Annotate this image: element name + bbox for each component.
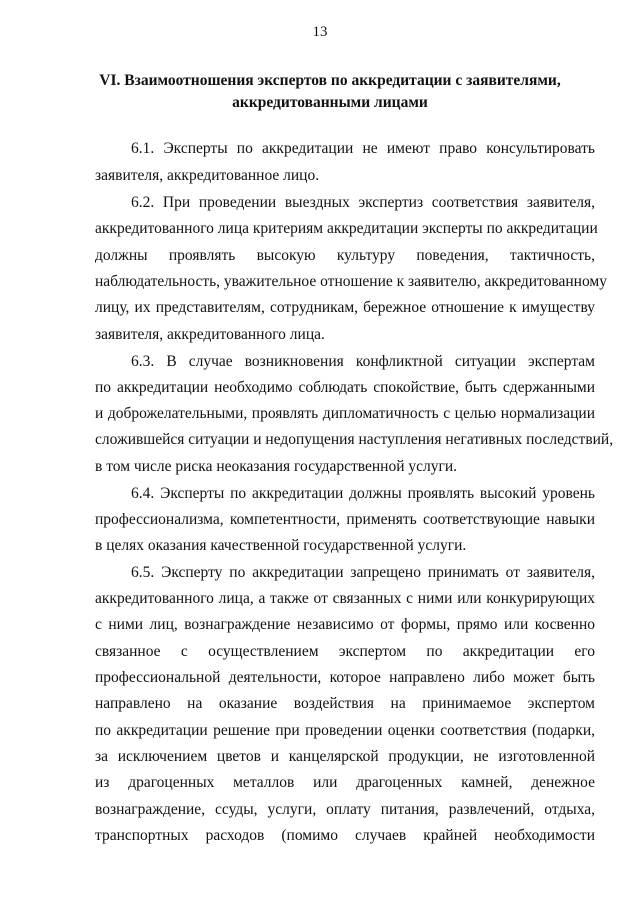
paragraph-6-2-line: 6.2. При проведении выездных экспертиз соответствия заявителя, [131,194,595,211]
paragraph-6-3-line: по аккредитации необходимо соблюдать спокойствие, быть сдержанными [95,379,595,396]
paragraph-6-1-line: заявителя, аккредитованное лицо. [95,167,320,184]
paragraph-6-5-line: транспортных расходов (помимо случаев крайней необходимости [95,827,595,844]
paragraph-6-3-line: и доброжелательными, проявлять дипломатичность с целью нормализации [95,405,595,422]
section-title-line-2: аккредитованными лицами [232,94,428,111]
paragraph-6-5-line: профессиональной деятельности, которое направлено либо может быть [95,669,595,686]
paragraph-6-2-line: должны проявлять высокую культуру поведения, тактичность, [95,247,595,264]
paragraph-6-4-line: в целях оказания качественной государственной услуги. [95,537,467,554]
paragraph-6-3-line: 6.3. В случае возникновения конфликтной ситуации экспертам [131,353,595,370]
section-title-line-1: VI. Взаимоотношения экспертов по аккредитации с заявителями, [99,72,561,89]
paragraph-6-3-line: сложившейся ситуации и недопущения наступления негативных последствий, [95,431,614,448]
paragraph-6-2-line: лицу, их представителям, сотрудникам, бережное отношение к имуществу [95,299,595,316]
section-title [80,70,580,114]
paragraph-6-1-line: 6.1. Эксперты по аккредитации не имеют право консультировать [131,140,595,157]
paragraph-6-4-line: 6.4. Эксперты по аккредитации должны проявлять высокий уровень [131,485,595,502]
paragraph-6-5-line: аккредитованного лица, а также от связанных с ними или конкурирующих [95,590,595,607]
paragraph-6-4-line: профессионализма, компетентности, применять соответствующие навыки [95,511,595,528]
paragraph-6-2-line: заявителя, аккредитованного лица. [95,326,325,343]
paragraph-6-5-line: связанное с осуществлением экспертом по аккредитации его [95,643,595,660]
paragraph-6-5-line: 6.5. Эксперту по аккредитации запрещено принимать от заявителя, [131,564,595,581]
paragraph-6-3-line: в том числе риска неоказания государственной услуги. [95,458,458,475]
paragraph-6-5-line: по аккредитации решение при проведении оценки соответствия (подарки, [95,722,595,739]
page-number: 13 [312,24,328,40]
paragraph-6-5-line: вознаграждение, ссуды, услуги, оплату питания, развлечений, отдыха, [95,801,595,818]
paragraph-6-5-line: с ними лиц, вознаграждение независимо от формы, прямо или косвенно [95,616,595,633]
paragraph-6-2-line: наблюдательность, уважительное отношение к заявителю, аккредитованному [95,273,607,290]
paragraph-6-5-line: из драгоценных металлов или драгоценных камней, денежное [95,774,595,791]
paragraph-6-2-line: аккредитованного лица критериям аккредитации эксперты по аккредитации [95,220,598,237]
paragraph-6-5-line: за исключением цветов и канцелярской продукции, не изготовленной [95,748,595,765]
paragraph-6-5-line: направлено на оказание воздействия на принимаемое экспертом [95,695,595,712]
